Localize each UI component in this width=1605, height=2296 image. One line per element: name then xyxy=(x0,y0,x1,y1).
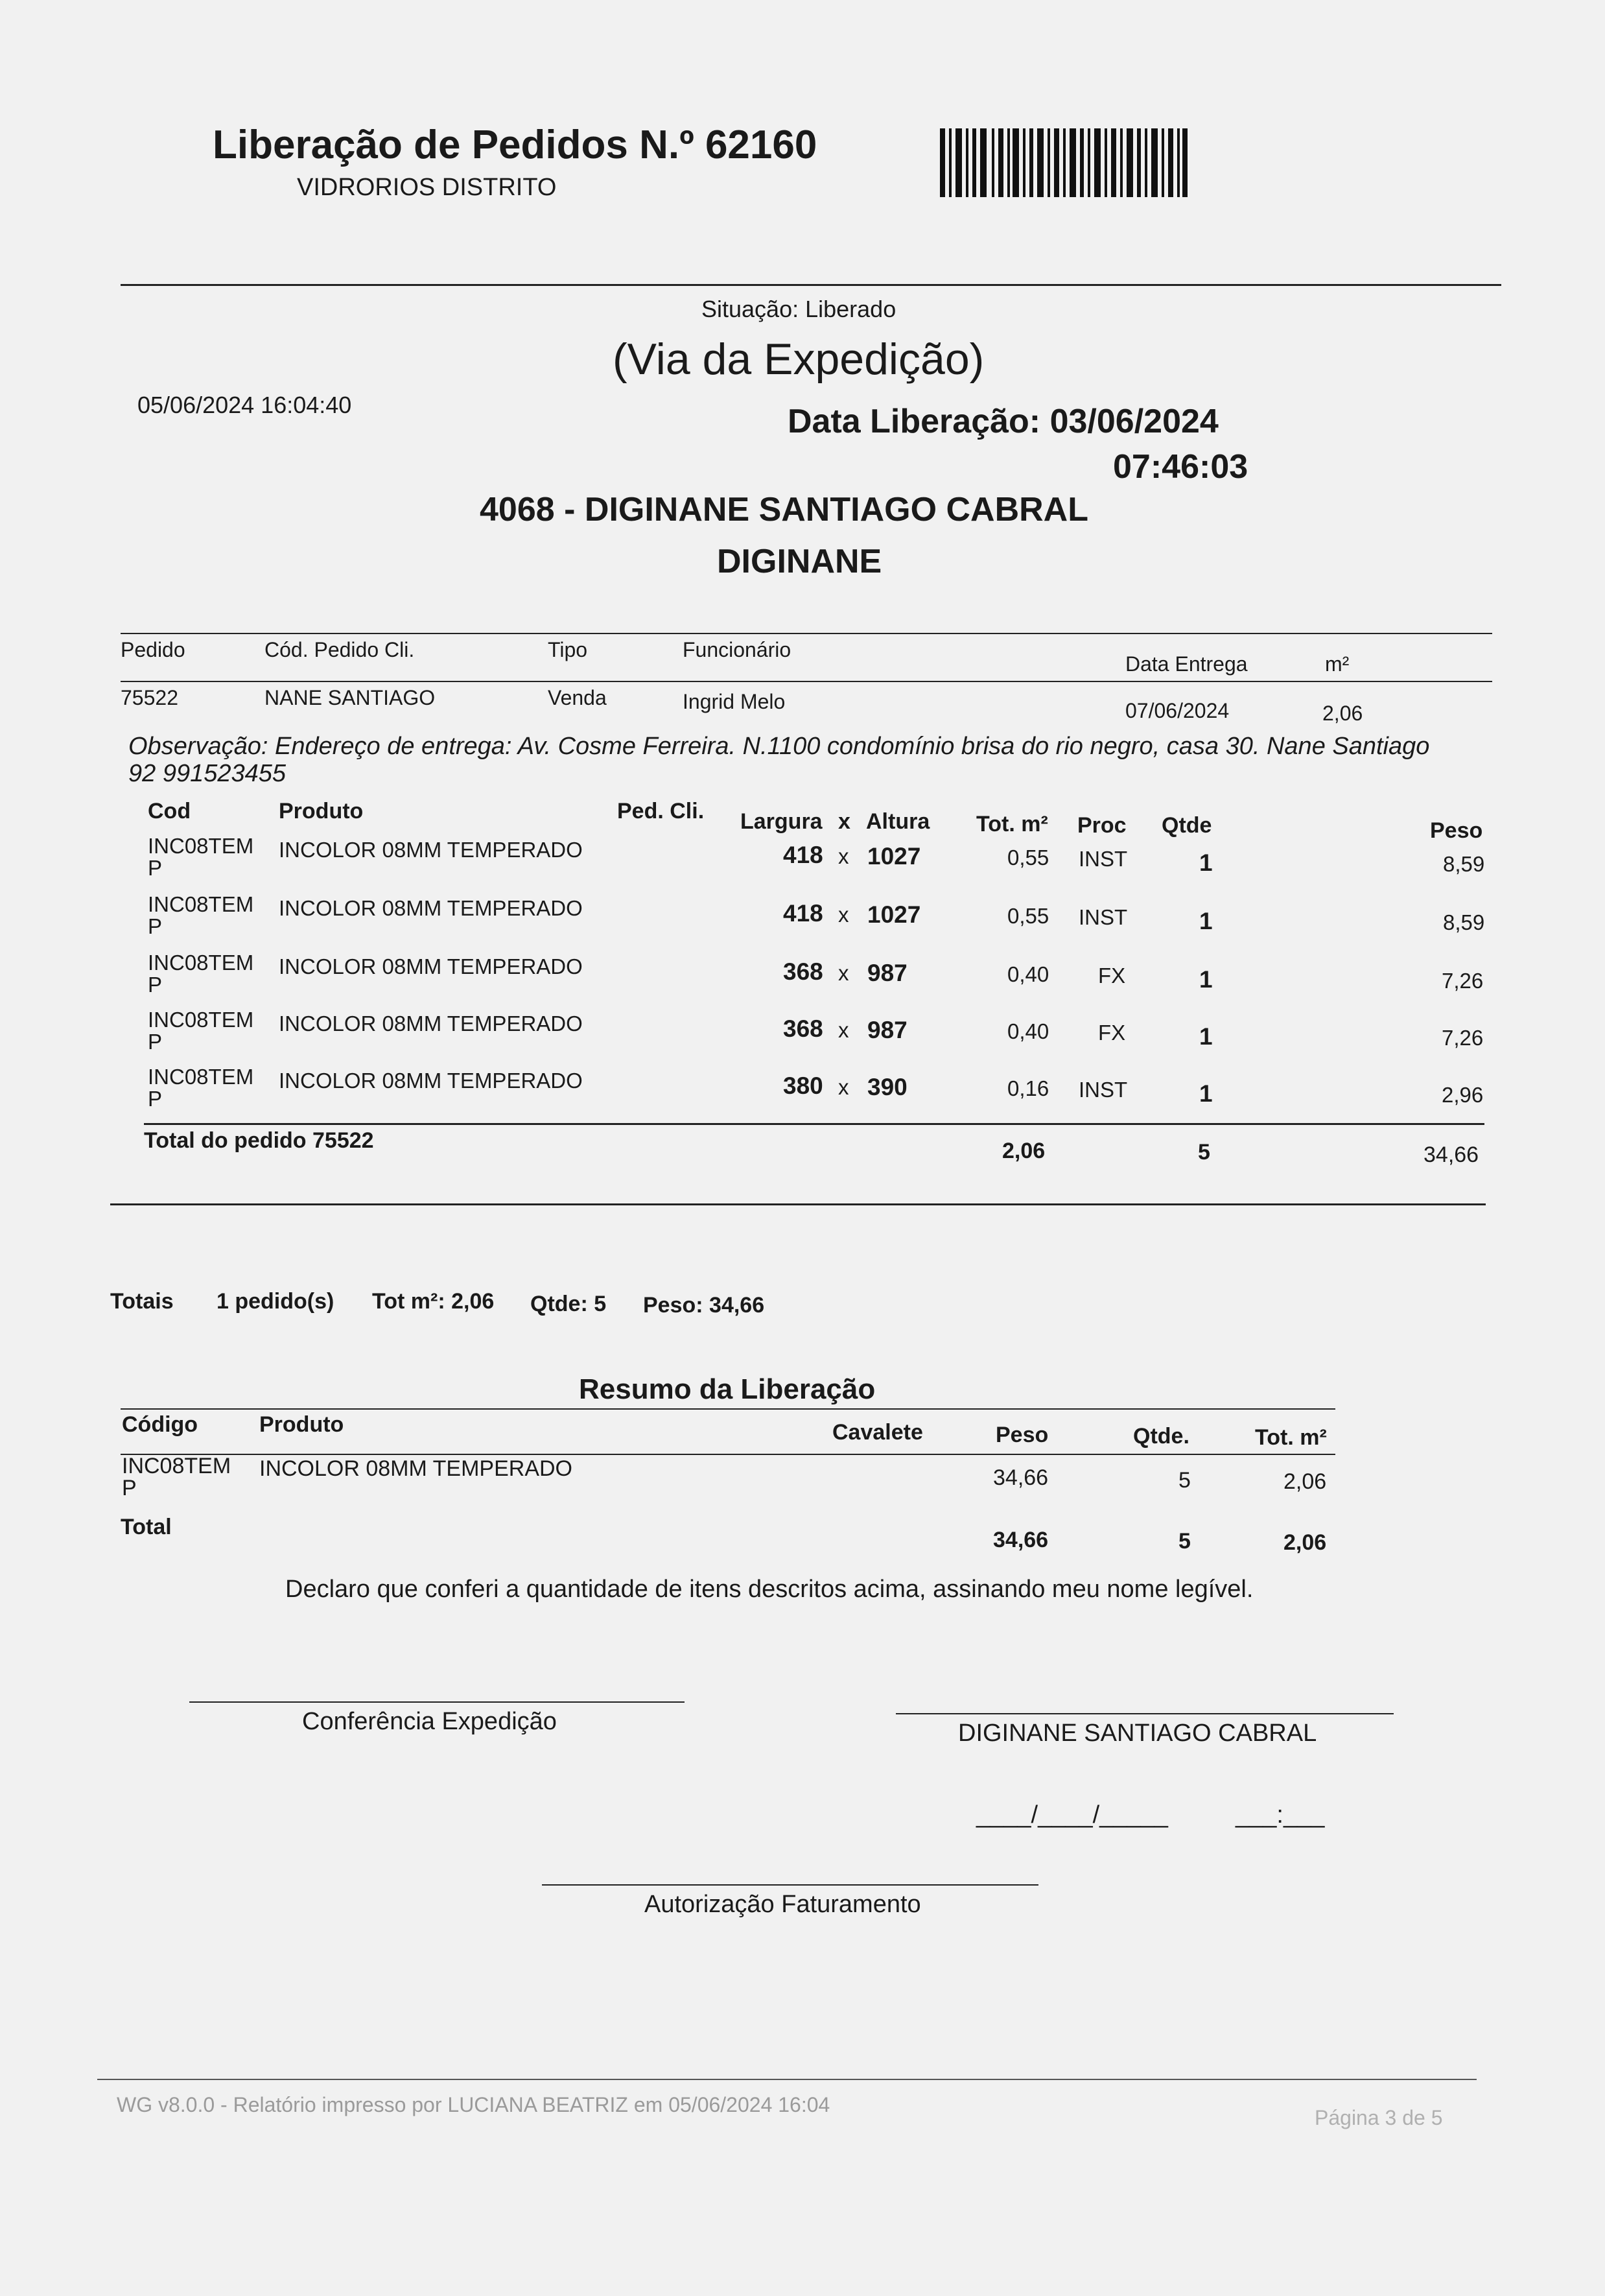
signature-line-cliente xyxy=(896,1713,1394,1714)
summary-qtde: 5 xyxy=(1178,1468,1191,1493)
divider xyxy=(121,284,1501,286)
item-qtde: 1 xyxy=(1199,908,1213,934)
totals-label: Totais xyxy=(110,1289,174,1314)
item-produto: INCOLOR 08MM TEMPERADO xyxy=(279,896,583,920)
date-fill-line: ____/____/_____ xyxy=(976,1801,1168,1829)
observation-line-1: Observação: Endereço de entrega: Av. Cosme Ferreira. N.1100 condomínio brisa do rio negro, casa 30. Nane Santiago xyxy=(128,733,1430,760)
divider xyxy=(121,1454,1335,1455)
item-peso: 2,96 xyxy=(1442,1083,1484,1107)
item-qtde: 1 xyxy=(1199,849,1213,876)
item-cod-suffix: P xyxy=(148,973,163,997)
divider xyxy=(144,1123,1484,1125)
footer-divider xyxy=(97,2079,1477,2080)
item-x: x xyxy=(838,844,849,868)
signature-line-autorizacao xyxy=(542,1884,1038,1886)
item-altura: 1027 xyxy=(867,843,921,870)
items-col-produto: Produto xyxy=(279,799,364,823)
items-col-altura: Altura xyxy=(866,809,930,834)
company-name: VIDRORIOS DISTRITO xyxy=(297,174,557,201)
summary-col-qtde: Qtde. xyxy=(1133,1424,1189,1449)
document-title: Liberação de Pedidos N.º 62160 xyxy=(213,123,817,167)
order-total-label: Total do pedido 75522 xyxy=(144,1128,374,1153)
totals-qtde: Qtde: 5 xyxy=(530,1292,607,1316)
item-largura: 380 xyxy=(783,1072,823,1099)
item-x: x xyxy=(838,903,849,927)
customer-trade-name: DIGINANE xyxy=(717,543,882,580)
totals-peso: Peso: 34,66 xyxy=(643,1293,765,1318)
summary-peso: 34,66 xyxy=(993,1465,1049,1490)
barcode-image xyxy=(940,128,1188,197)
item-cod-suffix: P xyxy=(148,1030,163,1054)
item-produto: INCOLOR 08MM TEMPERADO xyxy=(279,1012,583,1036)
print-datetime: 05/06/2024 16:04:40 xyxy=(137,392,352,418)
item-cod: INC08TEM xyxy=(148,1065,254,1089)
item-largura: 418 xyxy=(783,842,823,868)
summary-total-qtde: 5 xyxy=(1178,1529,1191,1554)
item-largura: 368 xyxy=(783,958,823,985)
item-cod: INC08TEM xyxy=(148,1008,254,1032)
summary-total-tot-m2: 2,06 xyxy=(1283,1530,1327,1555)
pedido-data-entrega: 07/06/2024 xyxy=(1125,699,1230,722)
footer-printed-by: WG v8.0.0 - Relatório impresso por LUCIANA BEATRIZ em 05/06/2024 16:04 xyxy=(117,2093,830,2116)
summary-codigo-suffix: P xyxy=(122,1476,137,1500)
item-tot-m2: 0,55 xyxy=(1007,846,1049,870)
col-header-tipo: Tipo xyxy=(548,638,588,661)
signature-label-conferencia: Conferência Expedição xyxy=(302,1708,557,1735)
item-cod: INC08TEM xyxy=(148,834,254,858)
summary-title: Resumo da Liberação xyxy=(579,1373,876,1405)
item-produto: INCOLOR 08MM TEMPERADO xyxy=(279,1069,583,1093)
copy-type-heading: (Via da Expedição) xyxy=(613,335,985,384)
pedido-funcionario: Ingrid Melo xyxy=(683,690,786,713)
item-altura: 390 xyxy=(867,1074,908,1100)
item-cod-suffix: P xyxy=(148,1087,163,1111)
status-text: Situação: Liberado xyxy=(701,296,896,322)
item-proc: INST xyxy=(1079,847,1128,871)
item-largura: 418 xyxy=(783,900,823,927)
release-date: Data Liberação: 03/06/2024 xyxy=(788,403,1219,440)
item-x: x xyxy=(838,961,849,985)
col-header-funcionario: Funcionário xyxy=(683,638,791,661)
observation-line-2: 92 991523455 xyxy=(128,760,287,787)
items-col-proc: Proc xyxy=(1077,813,1127,838)
item-cod-suffix: P xyxy=(148,856,163,880)
item-cod: INC08TEM xyxy=(148,951,254,975)
col-header-cod-pedido-cli: Cód. Pedido Cli. xyxy=(264,638,415,661)
time-fill-line: ___:___ xyxy=(1236,1801,1325,1829)
pedido-number: 75522 xyxy=(121,686,178,709)
summary-tot-m2: 2,06 xyxy=(1283,1469,1327,1494)
item-x: x xyxy=(838,1018,849,1042)
order-total-qtde: 5 xyxy=(1198,1140,1210,1165)
totals-m2: Tot m²: 2,06 xyxy=(372,1289,495,1314)
order-total-peso: 34,66 xyxy=(1423,1142,1479,1167)
item-produto: INCOLOR 08MM TEMPERADO xyxy=(279,838,583,862)
item-altura: 1027 xyxy=(867,901,921,928)
item-largura: 368 xyxy=(783,1015,823,1042)
item-proc: INST xyxy=(1079,905,1128,929)
col-header-pedido: Pedido xyxy=(121,638,185,661)
item-altura: 987 xyxy=(867,1017,908,1043)
item-tot-m2: 0,40 xyxy=(1007,1019,1049,1043)
release-time: 07:46:03 xyxy=(1113,448,1248,486)
col-header-data-entrega: Data Entrega xyxy=(1125,652,1248,676)
order-total-m2: 2,06 xyxy=(1002,1139,1046,1163)
item-cod-suffix: P xyxy=(148,914,163,938)
pedido-m2: 2,06 xyxy=(1322,702,1363,725)
col-header-m2: m² xyxy=(1325,652,1350,676)
summary-col-tot-m2: Tot. m² xyxy=(1255,1425,1327,1450)
summary-produto: INCOLOR 08MM TEMPERADO xyxy=(259,1456,573,1481)
item-proc: FX xyxy=(1098,964,1126,988)
item-proc: INST xyxy=(1079,1078,1128,1102)
item-tot-m2: 0,40 xyxy=(1007,962,1049,986)
declaration-text: Declaro que conferi a quantidade de itens descritos acima, assinando meu nome legível. xyxy=(285,1576,1254,1603)
summary-total-peso: 34,66 xyxy=(993,1528,1049,1552)
summary-col-produto: Produto xyxy=(259,1412,344,1437)
pedido-tipo: Venda xyxy=(548,686,607,709)
items-col-cod: Cod xyxy=(148,799,191,823)
item-qtde: 1 xyxy=(1199,966,1213,993)
summary-col-peso: Peso xyxy=(996,1423,1049,1447)
items-col-qtde: Qtde xyxy=(1162,813,1212,838)
items-col-peso: Peso xyxy=(1430,818,1483,843)
divider xyxy=(121,681,1492,682)
items-col-largura: Largura xyxy=(740,809,823,834)
summary-col-cavalete: Cavalete xyxy=(832,1420,923,1445)
pedido-cod-cli: NANE SANTIAGO xyxy=(264,686,436,709)
divider xyxy=(110,1203,1486,1205)
divider xyxy=(121,1408,1335,1410)
item-cod: INC08TEM xyxy=(148,892,254,916)
divider xyxy=(121,633,1492,634)
item-tot-m2: 0,55 xyxy=(1007,904,1049,928)
page-number: Página 3 de 5 xyxy=(1315,2106,1443,2129)
signature-label-cliente: DIGINANE SANTIAGO CABRAL xyxy=(958,1720,1317,1747)
item-produto: INCOLOR 08MM TEMPERADO xyxy=(279,954,583,978)
item-x: x xyxy=(838,1075,849,1099)
item-tot-m2: 0,16 xyxy=(1007,1076,1049,1100)
summary-codigo: INC08TEM xyxy=(122,1454,231,1478)
item-peso: 7,26 xyxy=(1442,969,1484,993)
item-proc: FX xyxy=(1098,1021,1126,1045)
summary-total-label: Total xyxy=(121,1515,172,1539)
summary-col-codigo: Código xyxy=(122,1412,198,1437)
totals-pedidos: 1 pedido(s) xyxy=(217,1289,334,1314)
item-peso: 8,59 xyxy=(1443,852,1485,876)
items-col-ped-cli: Ped. Cli. xyxy=(617,799,705,823)
item-qtde: 1 xyxy=(1199,1080,1213,1107)
item-qtde: 1 xyxy=(1199,1023,1213,1050)
customer-name: 4068 - DIGINANE SANTIAGO CABRAL xyxy=(480,491,1088,528)
item-peso: 7,26 xyxy=(1442,1026,1484,1050)
signature-line-conferencia xyxy=(189,1701,685,1703)
item-peso: 8,59 xyxy=(1443,910,1485,934)
item-altura: 987 xyxy=(867,960,908,986)
items-col-tot-m2: Tot. m² xyxy=(976,812,1048,836)
items-col-x: x xyxy=(838,809,850,834)
signature-label-autorizacao: Autorização Faturamento xyxy=(644,1891,921,1918)
